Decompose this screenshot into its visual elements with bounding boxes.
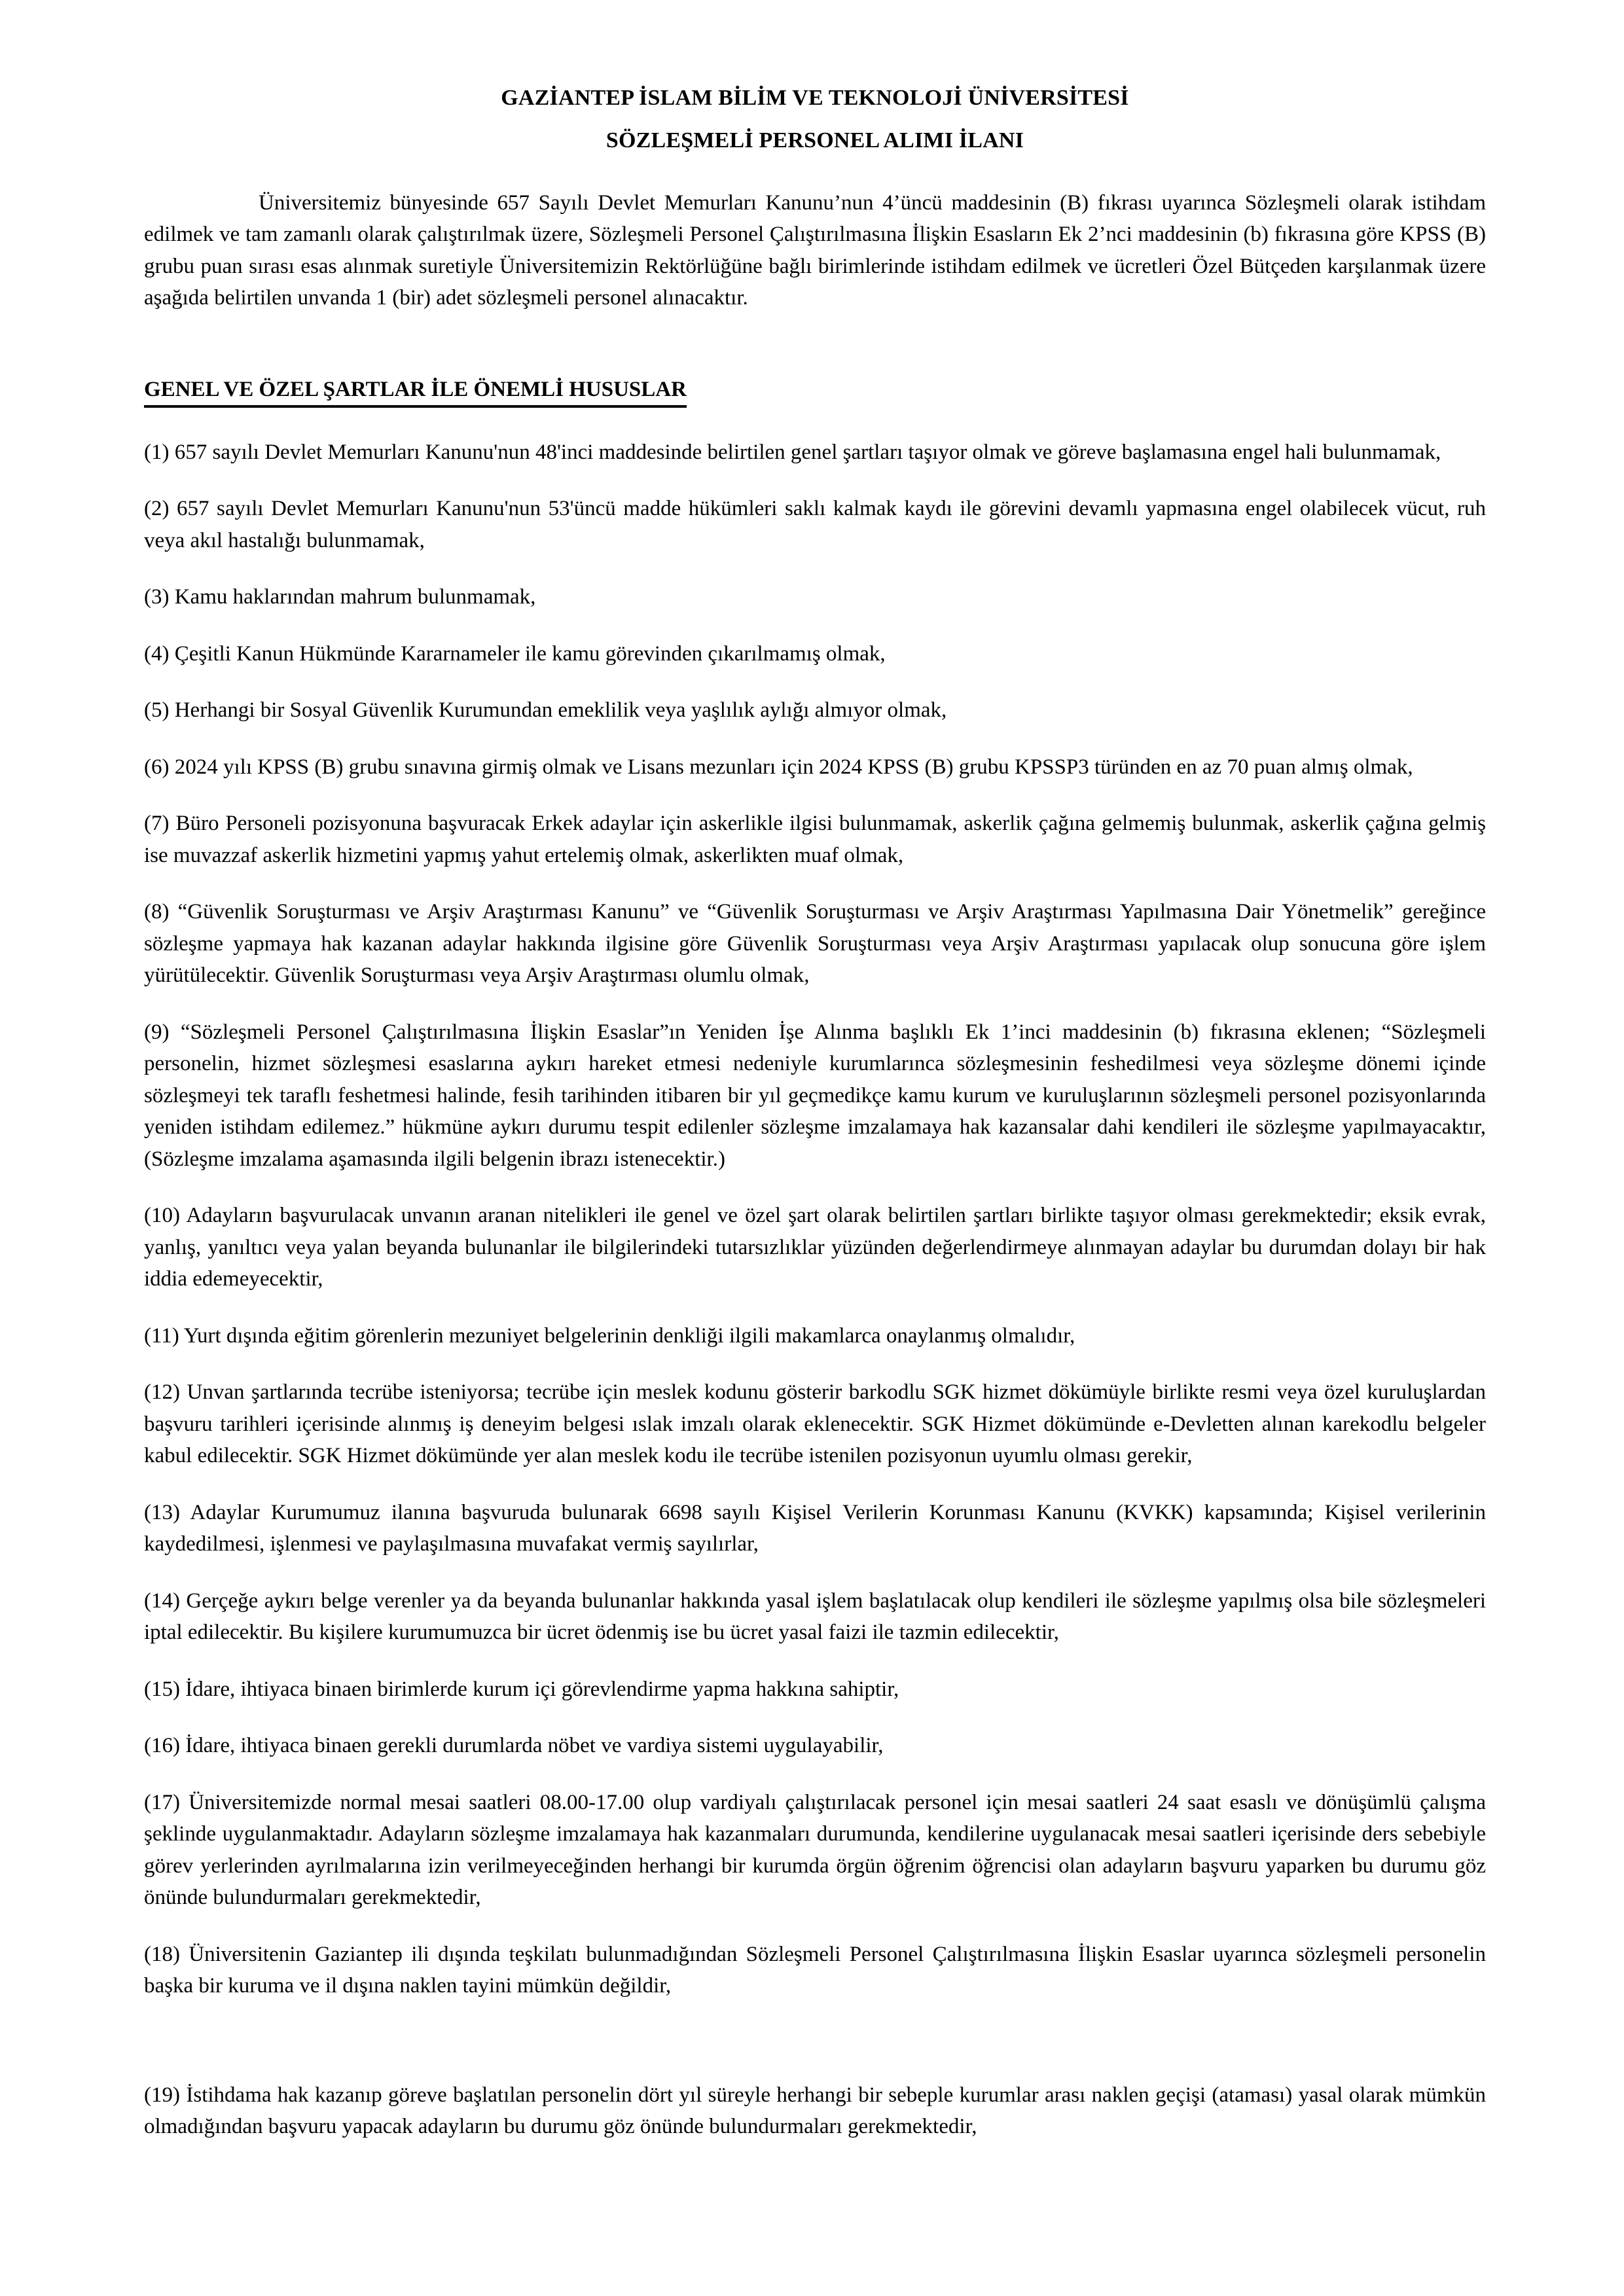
title-line-2: SÖZLEŞMELİ PERSONEL ALIMI İLANI xyxy=(605,128,1024,152)
clause-item: (12) Unvan şartlarında tecrübe isteniyorsa; tecrübe için meslek kodunu gösterir barkodlu SGK hizmet dökümüyle birlikte resmi veya özel kuruluşlardan başvuru tarihleri içerisinde alınmış iş deneyim belgesi ıslak imzalı olarak eklenecektir. SGK Hizmet dökümünde e-Devletten alınan karekodlu belgeler kabul edilecektir. SGK Hizmet dökümünde yer alan meslek kodu ile tecrübe istenilen pozisyonun uyumlu olması gerekir, xyxy=(144,1380,1486,1468)
clause-item: (10) Adayların başvurulacak unvanın aranan nitelikleri ile genel ve özel şart olarak belirtilen şartları birlikte taşıyor olması gerekmektedir; eksik evrak, yanlış, yanıltıcı veya yalan beyanda bulunanlar ile bilgilerindeki tutarsızlıklar yüzünden değerlendirmeye alınmayan adaylar bu durumdan dolayı bir hak iddia edemeyecektir, xyxy=(144,1204,1486,1291)
clause-item: (17) Üniversitemizde normal mesai saatleri 08.00-17.00 olup vardiyalı çalıştırılacak personel için mesai saatleri 24 saat esaslı ve dönüşümlü çalışma şeklinde uygulanmaktadır. Adayların sözleşme imzalamaya hak kazanmaları durumunda, kendilerine uygulanacak mesai saatleri içerisinde ders sebebiyle görev yerlerinden ayrılmalarına izin verilmeyeceğinden herhangi bir kurumda örgün öğrenim öğrencisi olan adayların başvuru yaparken bu durumu göz önünde bulundurmaları gerekmektedir, xyxy=(144,1790,1486,1910)
page-title xyxy=(144,84,1486,156)
clause-item: (13) Adaylar Kurumumuz ilanına başvuruda bulunarak 6698 sayılı Kişisel Verilerin Korunması Kanunu (KVKK) kapsamında; Kişisel verilerinin kaydedilmesi, işlenmesi ve paylaşılmasına muvafakat vermiş sayılırlar, xyxy=(144,1500,1486,1556)
clause-item: (2) 657 sayılı Devlet Memurları Kanunu'nun 53'üncü madde hükümleri saklı kalmak kaydı ile görevini devamlı yapmasına engel olabilecek vücut, ruh veya akıl hastalığı bulunmamak, xyxy=(144,497,1486,552)
clause-item: (4) Çeşitli Kanun Hükmünde Kararnameler ile kamu görevinden çıkarılmamış olmak, xyxy=(144,641,886,666)
section-heading: GENEL VE ÖZEL ŞARTLAR İLE ÖNEMLİ HUSUSLAR xyxy=(144,374,687,408)
clause-item: (1) 657 sayılı Devlet Memurları Kanunu'nun 48'inci maddesinde belirtilen genel şartları taşıyor olmak ve göreve başlamasına engel hali bulunmamak, xyxy=(144,440,1441,464)
clause-item: (3) Kamu haklarından mahrum bulunmamak, xyxy=(144,585,536,609)
clause-item: (8) “Güvenlik Soruşturması ve Arşiv Araştırması Kanunu” ve “Güvenlik Soruşturması ve Arşiv Araştırması Yapılmasına Dair Yönetmelik” gereğince sözleşme yapmaya hak kazanan adaylar hakkında ilgisine göre Güvenlik Soruşturması veya Arşiv Araştırması yapılacak olup sonucuna göre işlem yürütülecektir. Güvenlik Soruşturması veya Arşiv Araştırması olumlu olmak, xyxy=(144,900,1486,988)
clause-item: (11) Yurt dışında eğitim görenlerin mezuniyet belgelerinin denkliği ilgili makamlarca onaylanmış olmalıdır, xyxy=(144,1323,1075,1348)
clause-item: (16) İdare, ihtiyaca binaen gerekli durumlarda nöbet ve vardiya sistemi uygulayabilir, xyxy=(144,1734,884,1758)
title-line-1: GAZİANTEP İSLAM BİLİM VE TEKNOLOJİ ÜNİVERSİTESİ xyxy=(501,86,1129,110)
clause-item: (7) Büro Personeli pozisyonuna başvuracak Erkek adaylar için askerlikle ilgisi bulunmamak, askerlik çağına gelmemiş bulunmak, askerlik çağına gelmiş ise muvazzaf askerlik hizmetini yapmış yahut ertelemiş olmak, askerlikten muaf olmak, xyxy=(144,812,1486,867)
clause-list xyxy=(144,437,1486,2143)
clause-item: (18) Üniversitenin Gaziantep ili dışında teşkilatı bulunmadığından Sözleşmeli Personel Çalıştırılmasına İlişkin Esaslar uyarınca sözleşmeli personelin başka bir kuruma ve il dışına naklen tayini mümkün değildir, xyxy=(144,1942,1486,1998)
clause-item: (9) “Sözleşmeli Personel Çalıştırılmasına İlişkin Esaslar”ın Yeniden İşe Alınma başlıklı Ek 1’inci maddesinin (b) fıkrasına eklenen; “Sözleşmeli personelin, hizmet sözleşmesi esaslarına aykırı hareket etmesi nedeniyle kurumlarınca sözleşmesinin feshedilmesi veya sözleşme dönemi içinde sözleşmeyi tek taraflı feshetmesi halinde, fesih tarihinden itibaren bir yıl geçmedikçe kamu kurum ve kuruluşlarının sözleşmeli personel pozisyonlarında yeniden istihdam edilemez.” hükmüne aykırı durumu tespit edilenler sözleşme imzalamaya hak kazansalar dahi kendileri ile sözleşme yapılmayacaktır, (Sözleşme imzalama aşamasında ilgili belgenin ibrazı istenecektir.) xyxy=(144,1020,1486,1171)
clause-item: (14) Gerçeğe aykırı belge verenler ya da beyanda bulunanlar hakkında yasal işlem başlatılacak olup kendileri ile sözleşme yapılmış olsa bile sözleşmeleri iptal edilecektir. Bu kişilere kurumumuzca bir ücret ödenmiş ise bu ücret yasal faizi ile tazmin edilecektir, xyxy=(144,1588,1486,1645)
intro-paragraph: Üniversitemiz bünyesinde 657 Sayılı Devlet Memurları Kanunu’nun 4’üncü maddesinin (B) fıkrası uyarınca Sözleşmeli olarak istihdam edilmek ve tam zamanlı olarak çalıştırılmak üzere, Sözleşmeli Personel Çalıştırılmasına İlişkin Esasların Ek 2’nci maddesinin (b) fıkrasına göre KPSS (B) grubu puan sırası esas alınmak suretiyle Üniversitemizin Rektörlüğüne bağlı birimlerinde istihdam edilmek ve ücretleri Özel Bütçeden karşılanmak üzere aşağıda belirtilen unvanda 1 (bir) adet sözleşmeli personel alınacaktır. xyxy=(144,190,1486,310)
section-heading-wrap xyxy=(144,344,1486,408)
clause-item: (6) 2024 yılı KPSS (B) grubu sınavına girmiş olmak ve Lisans mezunları için 2024 KPSS (B) grubu KPSSP3 türünden en az 70 puan almış olmak, xyxy=(144,755,1413,779)
clause-item: (15) İdare, ihtiyaca binaen birimlerde kurum içi görevlendirme yapma hakkına sahiptir, xyxy=(144,1677,899,1701)
clause-item: (5) Herhangi bir Sosyal Güvenlik Kurumundan emeklilik veya yaşlılık aylığı almıyor olmak, xyxy=(144,698,947,723)
clause-item: (19) İstihdama hak kazanıp göreve başlatılan personelin dört yıl süreyle herhangi bir sebeple kurumlar arası naklen geçişi (ataması) yasal olarak mümkün olmadığından başvuru yapacak adayların bu durumu göz önünde bulundurmaları gerekmektedir, xyxy=(144,2083,1486,2139)
